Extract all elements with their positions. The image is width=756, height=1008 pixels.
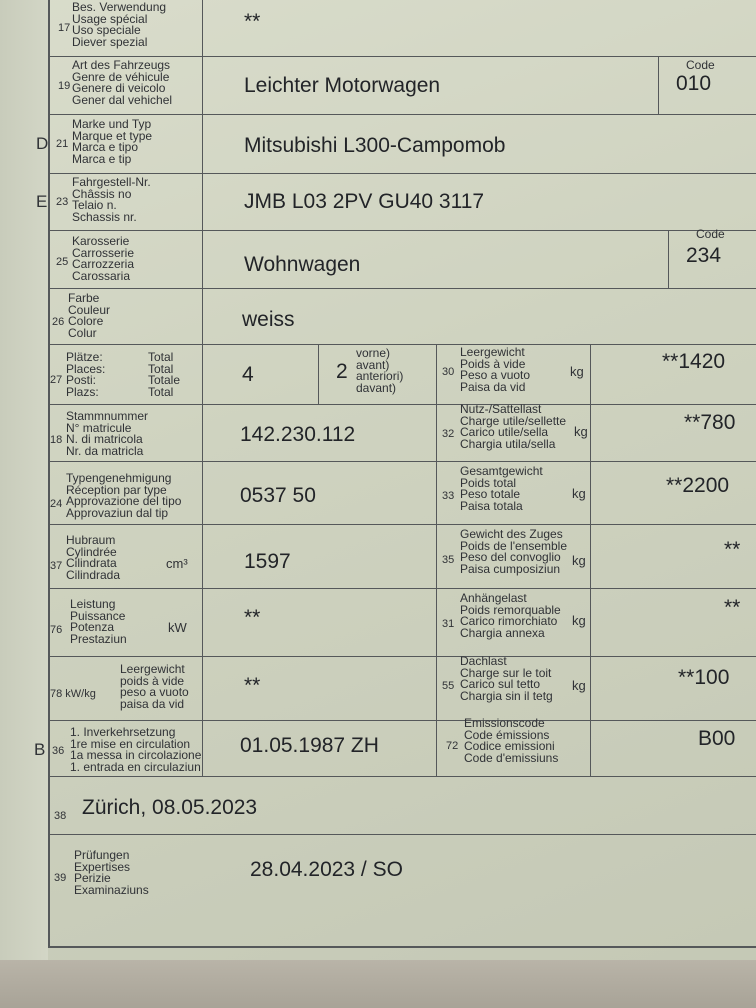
displacement-label: Hubraum Cylindrée Cilindrata Cilindrada	[66, 533, 121, 582]
emission-code-value: B00	[698, 727, 736, 750]
unit-kg: kg	[572, 553, 586, 568]
seats-front-value: 2	[336, 360, 348, 383]
chassis-value: JMB L03 2PV GU40 3117	[244, 190, 485, 213]
seats-total-value: 4	[242, 363, 254, 386]
unit-kw: kW	[168, 620, 187, 635]
field-number: 21	[56, 138, 69, 150]
roof-load-label: Dachlast Charge sur le toit Carico sul tetto Chargia sin il tetg	[460, 654, 553, 703]
color-label: Farbe Couleur Colore Colur	[68, 291, 111, 340]
unit-kg: kg	[572, 613, 586, 628]
section-letter-d: D	[36, 134, 49, 153]
field-number: 17	[58, 22, 71, 34]
train-weight-value: **	[724, 538, 741, 561]
vehicle-registration-document	[34, 0, 756, 948]
type-approval-label: Typengenehmigung Réception par type Approvazione del tipo Approvaziun dal tip	[66, 471, 182, 520]
field-number: 37	[50, 560, 63, 572]
unit-kg: kg	[572, 678, 586, 693]
type-approval-value: 0537 50	[240, 484, 316, 507]
displacement-value: 1597	[244, 550, 291, 573]
field-number: 26	[52, 316, 65, 328]
vehicle-kind-code: 010	[676, 72, 712, 95]
field-number: 25	[56, 256, 69, 268]
field-number: 78 kW/kg	[50, 688, 96, 700]
unit-kg: kg	[574, 424, 588, 439]
vehicle-kind-value: Leichter Motorwagen	[244, 74, 441, 97]
power-value: **	[244, 606, 261, 629]
field-number: 72	[446, 740, 459, 752]
make-type-value: Mitsubishi L300-Campomob	[244, 134, 506, 157]
field-number: 55	[442, 680, 455, 692]
usage-label: Bes. Verwendung Usage spécial Uso speciale Diever spezial	[72, 0, 167, 49]
unit-kg: kg	[572, 486, 586, 501]
trailer-load-value: **	[724, 596, 741, 619]
vehicle-kind-label: Art des Fahrzeugs Genre de véhicule Genere di veicolo Gener dal vehichel	[72, 58, 173, 107]
field-number: 19	[58, 80, 71, 92]
body-label: Karosserie Carrosserie Carrozzeria Carossaria	[72, 234, 135, 283]
power-weight-label: Leergewicht poids à vide peso a vuoto paisa da vid	[120, 662, 189, 711]
table-surface	[0, 960, 756, 1008]
unit-kg: kg	[570, 364, 584, 379]
power-label: Leistung Puissance Potenza Prestaziun	[70, 597, 127, 646]
body-code: 234	[686, 244, 722, 267]
emission-code-label: Emissionscode Code émissions Codice emissioni Code d'emissiuns	[464, 716, 559, 765]
inspections-label: Prüfungen Expertises Perizie Examinaziuns	[74, 848, 149, 897]
color-value: weiss	[242, 308, 295, 331]
field-number: 76	[50, 624, 63, 636]
first-registration-label: 1. Inverkehrsetzung 1re mise en circulation 1a messa in circolazione 1. entrada en circulaziun	[70, 725, 202, 774]
seats-label: Plätze: Places: Posti: Plazs:	[66, 350, 106, 399]
field-number: 33	[442, 490, 455, 502]
make-type-label: Marke und Typ Marque et type Marca e tipo Marca e tip	[72, 117, 153, 166]
gross-weight-label: Gesamtgewicht Poids total Peso totale Paisa totala	[460, 464, 543, 513]
field-number: 30	[442, 366, 455, 378]
section-letter-e: E	[36, 192, 48, 211]
master-number-label: Stammnummer N° matricule N. di matricola Nr. da matricla	[66, 409, 149, 458]
field-number: 35	[442, 554, 455, 566]
code-label: Code	[696, 227, 725, 241]
roof-load-value: **100	[678, 666, 730, 689]
section-letter-b: B	[34, 740, 46, 759]
field-number: 27	[50, 374, 63, 386]
empty-weight-label: Leergewicht Poids à vide Peso a vuoto Paisa da vid	[460, 345, 531, 394]
train-weight-label: Gewicht des Zuges Poids de l'ensemble Peso del convoglio Paisa cumposiziun	[460, 527, 568, 576]
payload-value: **780	[684, 411, 736, 434]
chassis-label: Fahrgestell-Nr. Châssis no Telaio n. Schassis nr.	[72, 175, 151, 224]
inspection-value: 28.04.2023 / SO	[250, 858, 403, 881]
field-number: 31	[442, 618, 455, 630]
field-number: 23	[56, 196, 69, 208]
field-number: 38	[54, 810, 67, 822]
field-number: 39	[54, 872, 67, 884]
field-number: 18	[50, 434, 63, 446]
issue-place-date: Zürich, 08.05.2023	[82, 796, 258, 819]
unit-cm3: cm³	[166, 556, 188, 571]
field-number: 32	[442, 428, 455, 440]
field-number: 36	[52, 745, 65, 757]
usage-value: **	[244, 10, 261, 33]
first-registration-value: 01.05.1987 ZH	[240, 734, 379, 757]
code-label: Code	[686, 58, 715, 72]
seats-total-label: Total Total Totale Total	[148, 350, 181, 399]
field-number: 24	[50, 498, 63, 510]
empty-weight-value: **1420	[662, 350, 726, 373]
gross-weight-value: **2200	[666, 474, 730, 497]
payload-label: Nutz-/Sattellast Charge utile/sellette Carico utile/sella Chargia utila/sella	[460, 402, 567, 451]
body-value: Wohnwagen	[244, 253, 361, 276]
power-weight-value: **	[244, 674, 261, 697]
seats-front-label: vorne) avant) anteriori) davant)	[356, 346, 404, 395]
master-number-value: 142.230.112	[240, 423, 356, 446]
trailer-load-label: Anhängelast Poids remorquable Carico rimorchiato Chargia annexa	[460, 591, 561, 640]
